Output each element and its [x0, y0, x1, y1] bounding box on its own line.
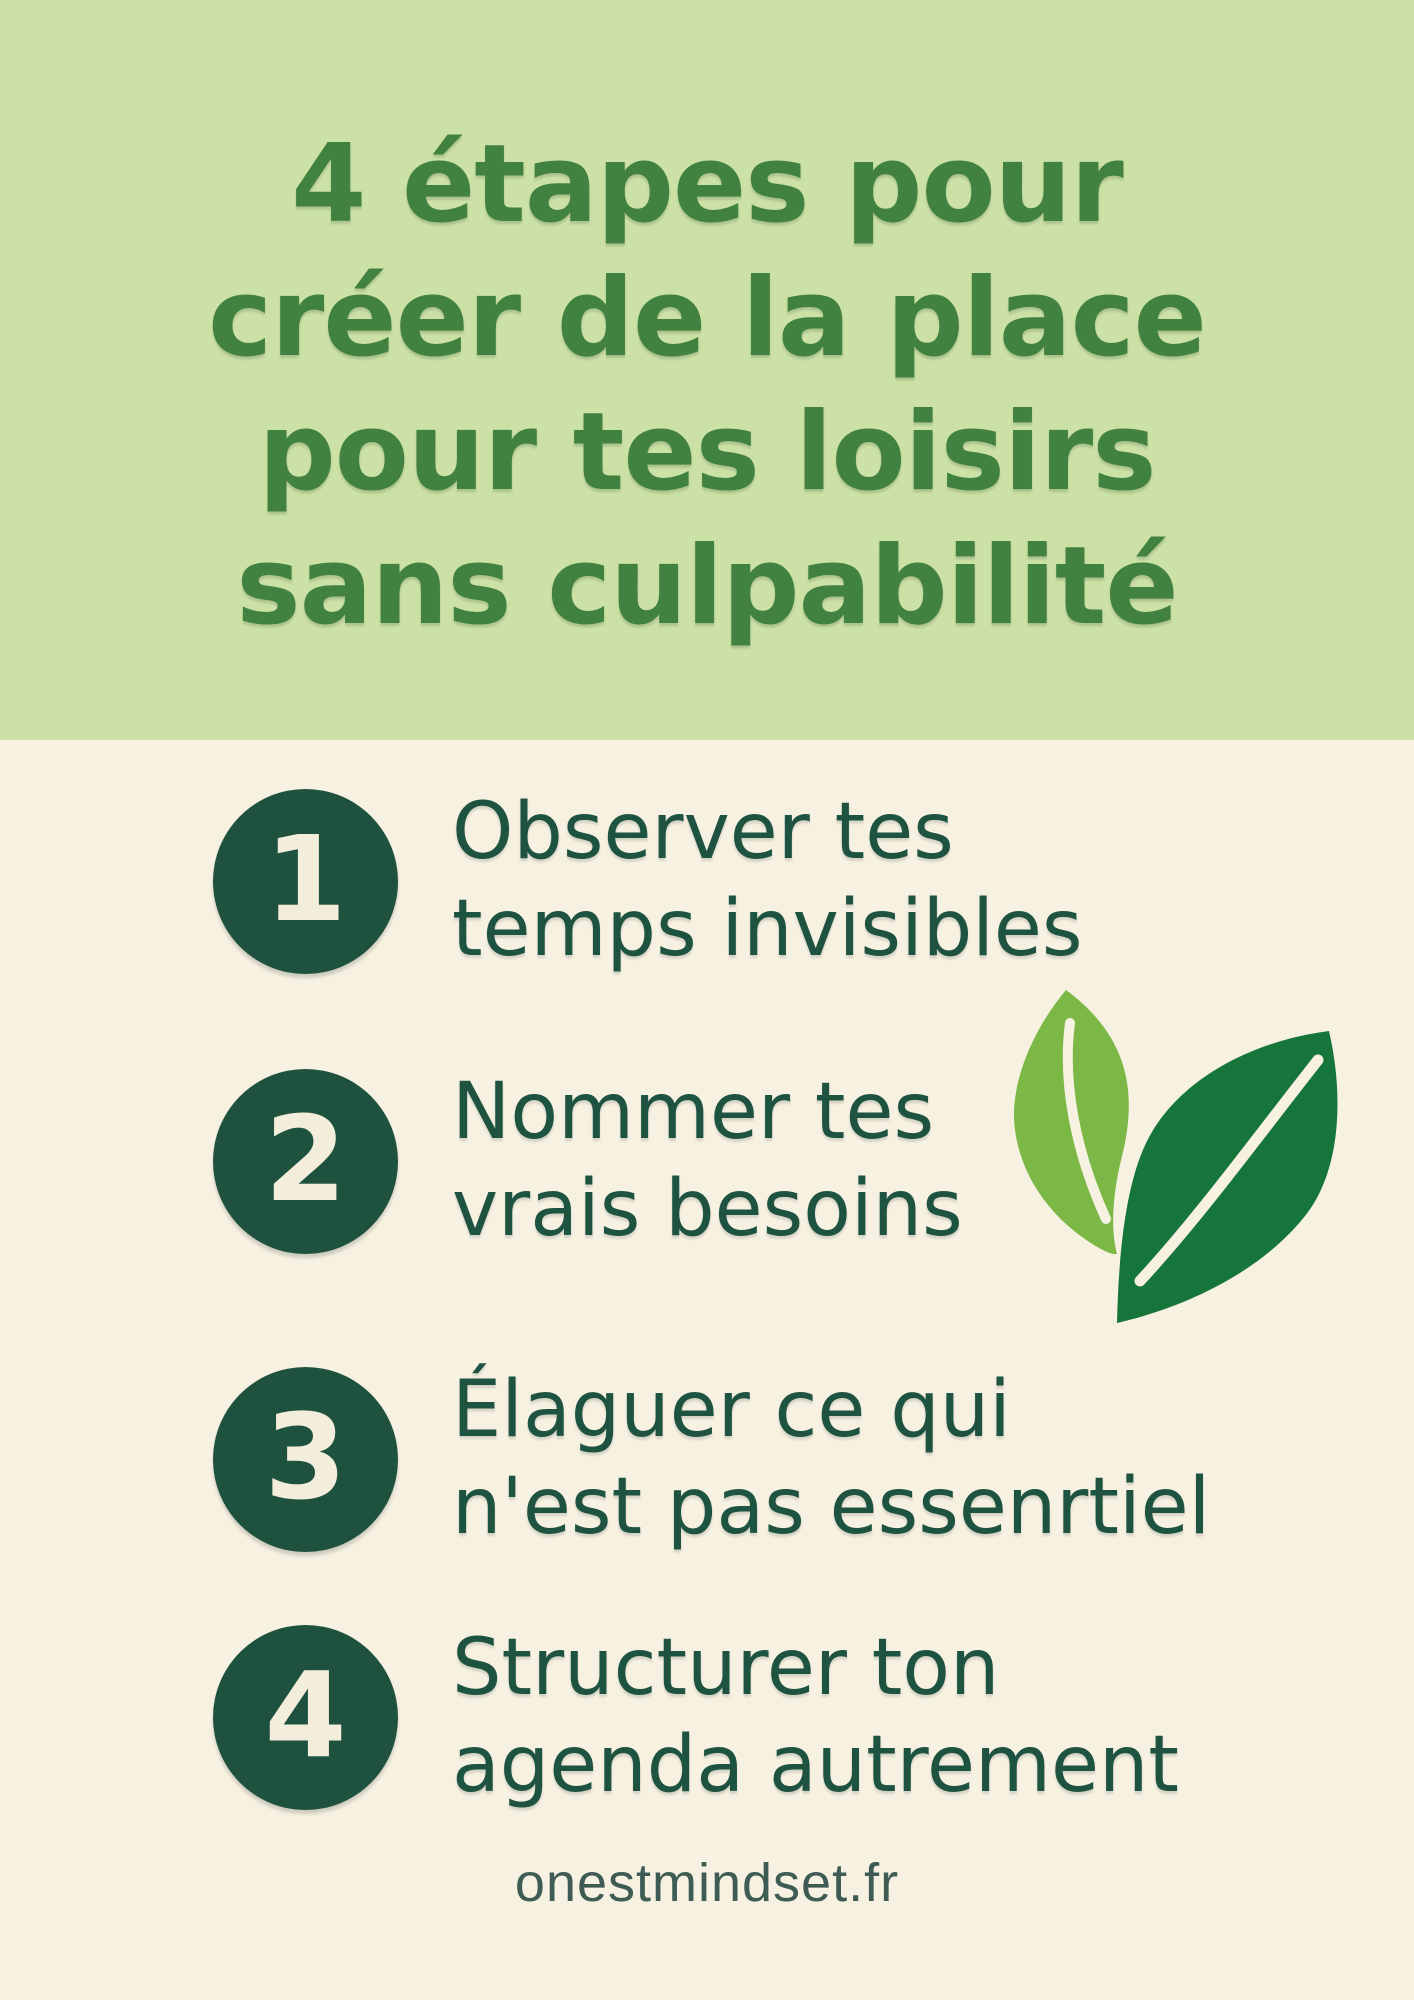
title-line-1: 4 étapes pour — [291, 122, 1123, 247]
title-line-4: sans culpabilité — [236, 524, 1178, 649]
step-row-4 — [213, 1620, 1179, 1814]
step-row-3 — [213, 1362, 1210, 1556]
step-1-number: 1 — [264, 810, 347, 948]
title-line-3: pour tes loisirs — [258, 390, 1156, 515]
step-3-label — [452, 1362, 1210, 1556]
step-4-circle — [213, 1625, 398, 1810]
step-2-label-line-1: Nommer tes — [452, 1067, 935, 1157]
step-1-label — [452, 784, 1083, 978]
page-title — [0, 118, 1414, 654]
step-2-circle — [213, 1069, 398, 1254]
header-band — [0, 0, 1414, 740]
step-4-label-line-1: Structurer ton — [452, 1623, 1000, 1713]
step-row-1 — [213, 784, 1083, 978]
step-2-number: 2 — [264, 1090, 347, 1228]
step-4-label-line-2: agenda autrement — [452, 1720, 1179, 1810]
step-3-circle — [213, 1367, 398, 1552]
two-leaves-icon — [1000, 978, 1360, 1338]
step-2-label-line-2: vrais besoins — [452, 1164, 963, 1254]
step-4-number: 4 — [264, 1646, 347, 1784]
step-1-circle — [213, 789, 398, 974]
step-3-label-line-1: Élaguer ce qui — [452, 1365, 1011, 1455]
step-3-label-line-2: n'est pas essenrtiel — [452, 1462, 1211, 1552]
step-3-number: 3 — [264, 1388, 347, 1526]
step-row-2 — [213, 1064, 963, 1258]
step-1-label-line-2: temps invisibles — [452, 884, 1083, 974]
footer-website-text: onestmindset.fr — [514, 1853, 900, 1913]
step-4-label — [452, 1620, 1179, 1814]
title-line-2: créer de la place — [208, 256, 1206, 381]
step-1-label-line-1: Observer tes — [452, 787, 954, 877]
step-2-label — [452, 1064, 963, 1258]
